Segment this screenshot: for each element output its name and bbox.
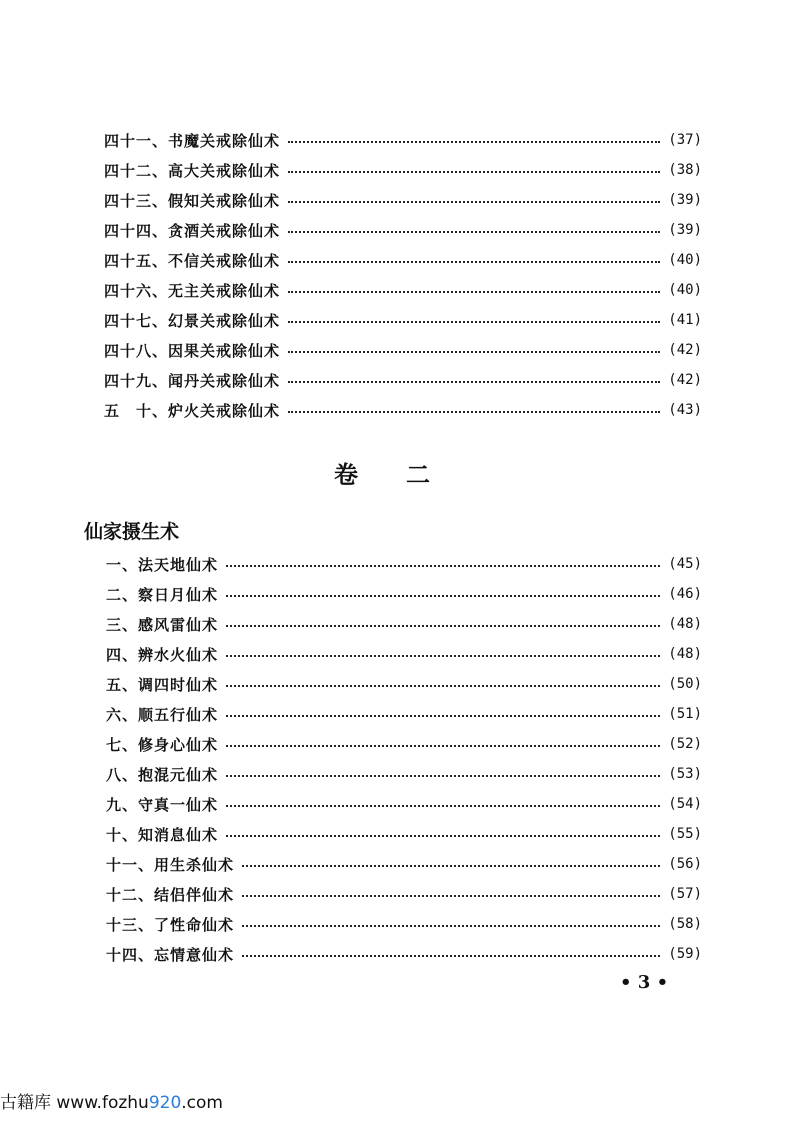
toc-entry[interactable]: [106, 642, 702, 666]
toc-entry[interactable]: [106, 702, 702, 726]
toc-entry-title: 四十五、不信关戒除仙术: [104, 251, 281, 270]
page-number: • 3 •: [620, 972, 669, 993]
toc-entry-title: 六、顺五行仙术: [106, 705, 219, 724]
toc-entry-page: (57): [668, 886, 702, 902]
toc-entry-page: (56): [668, 856, 702, 872]
toc-entry-title: 八、抱混元仙术: [106, 765, 219, 784]
toc-entry[interactable]: [104, 338, 702, 362]
toc-entry-page: (48): [668, 616, 702, 632]
dot-leader: [288, 381, 660, 383]
dot-leader: [226, 595, 660, 597]
toc-entry-title: 四十一、书魔关戒除仙术: [104, 131, 281, 150]
toc-entry[interactable]: [106, 822, 702, 846]
toc-entry-title: 十二、结侣伴仙术: [106, 885, 235, 904]
toc-entry-page: (41): [668, 312, 702, 328]
dot-leader: [288, 351, 660, 353]
dot-leader: [288, 411, 660, 413]
toc-entry[interactable]: [104, 158, 702, 182]
toc-entry-title: 四十二、高大关戒除仙术: [104, 161, 281, 180]
section-title: 仙家摄生术: [84, 521, 180, 543]
toc-entry-page: (46): [668, 586, 702, 602]
toc-entry[interactable]: [104, 248, 702, 272]
toc-entry-title: 四十九、闻丹关戒除仙术: [104, 371, 281, 390]
dot-leader: [288, 141, 660, 143]
dot-leader: [288, 231, 660, 233]
toc-entry-title: 一、法天地仙术: [106, 555, 219, 574]
toc-entry-page: (55): [668, 826, 702, 842]
toc-entry-title: 四十三、假知关戒除仙术: [104, 191, 281, 210]
toc-entry-page: (37): [668, 132, 702, 148]
dot-leader: [226, 625, 660, 627]
toc-entry-page: (40): [668, 252, 702, 268]
toc-entry-page: (43): [668, 402, 702, 418]
toc-entry-page: (45): [668, 556, 702, 572]
toc-entry-title: 十四、忘情意仙术: [106, 945, 235, 964]
volume-title: 卷二: [334, 460, 478, 489]
dot-leader: [288, 201, 660, 203]
toc-entry[interactable]: [104, 278, 702, 302]
watermark-accent: 920: [148, 1093, 182, 1113]
toc-entry[interactable]: [106, 942, 702, 966]
toc-entry-page: (53): [668, 766, 702, 782]
dot-leader: [288, 261, 660, 263]
toc-entry[interactable]: [106, 882, 702, 906]
dot-leader: [242, 895, 660, 897]
dot-leader: [288, 291, 660, 293]
toc-entry[interactable]: [106, 792, 702, 816]
toc-entry-page: (52): [668, 736, 702, 752]
toc-entry-page: (42): [668, 342, 702, 358]
toc-entry-title: 十三、了性命仙术: [106, 915, 235, 934]
toc-entry-page: (51): [668, 706, 702, 722]
dot-leader: [226, 655, 660, 657]
toc-entry-page: (39): [668, 192, 702, 208]
toc-entry-title: 十一、用生杀仙术: [106, 855, 235, 874]
dot-leader: [226, 685, 660, 687]
toc-entry-page: (50): [668, 676, 702, 692]
dot-leader: [226, 565, 660, 567]
toc-entry-title: 五 十、炉火关戒除仙术: [104, 401, 281, 420]
toc-entry-page: (54): [668, 796, 702, 812]
toc-entry[interactable]: [106, 732, 702, 756]
dot-leader: [242, 955, 660, 957]
dot-leader: [242, 925, 660, 927]
toc-entry[interactable]: [106, 612, 702, 636]
toc-entry[interactable]: [104, 308, 702, 332]
toc-entry-title: 九、守真一仙术: [106, 795, 219, 814]
toc-entry[interactable]: [104, 368, 702, 392]
toc-entry-title: 三、感风雷仙术: [106, 615, 219, 634]
toc-entry[interactable]: [106, 762, 702, 786]
toc-entry-page: (48): [668, 646, 702, 662]
toc-entry-page: (59): [668, 946, 702, 962]
watermark-suffix: .com: [181, 1093, 223, 1113]
dot-leader: [226, 775, 660, 777]
toc-entry-title: 七、修身心仙术: [106, 735, 219, 754]
toc-entry-page: (40): [668, 282, 702, 298]
toc-entry-page: (38): [668, 162, 702, 178]
toc-entry-page: (42): [668, 372, 702, 388]
dot-leader: [288, 171, 660, 173]
dot-leader: [242, 865, 660, 867]
dot-leader: [226, 835, 660, 837]
toc-entry[interactable]: [106, 852, 702, 876]
toc-entry-title: 五、调四时仙术: [106, 675, 219, 694]
toc-entry-page: (39): [668, 222, 702, 238]
toc-entry-title: 二、察日月仙术: [106, 585, 219, 604]
toc-entry-title: 十、知消息仙术: [106, 825, 219, 844]
toc-entry-title: 四十八、因果关戒除仙术: [104, 341, 281, 360]
toc-entry-page: (58): [668, 916, 702, 932]
toc-entry[interactable]: [106, 912, 702, 936]
site-watermark[interactable]: [0, 1088, 223, 1113]
watermark-prefix: 古籍库 www.fozhu: [0, 1093, 149, 1113]
toc-entry-title: 四十七、幻景关戒除仙术: [104, 311, 281, 330]
toc-entry[interactable]: [106, 552, 702, 576]
toc-entry[interactable]: [104, 398, 702, 422]
dot-leader: [226, 805, 660, 807]
dot-leader: [226, 745, 660, 747]
dot-leader: [226, 715, 660, 717]
toc-entry-title: 四、辨水火仙术: [106, 645, 219, 664]
toc-entry-title: 四十四、贪酒关戒除仙术: [104, 221, 281, 240]
toc-entry[interactable]: [104, 188, 702, 212]
toc-entry-title: 四十六、无主关戒除仙术: [104, 281, 281, 300]
toc-entry[interactable]: [104, 218, 702, 242]
dot-leader: [288, 321, 660, 323]
toc-entry[interactable]: [106, 672, 702, 696]
toc-entry[interactable]: [104, 128, 702, 152]
toc-entry[interactable]: [106, 582, 702, 606]
